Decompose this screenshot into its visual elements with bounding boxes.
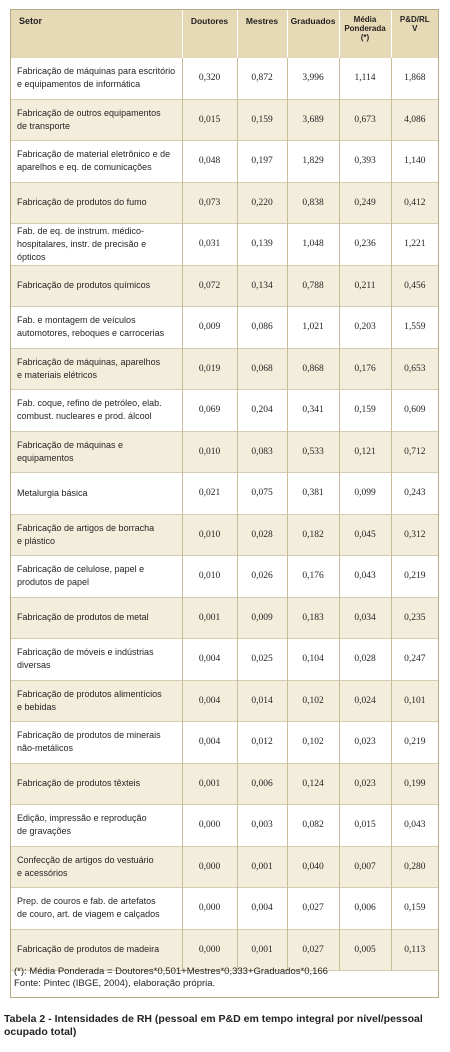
- cell-graduados: 0,102: [287, 680, 339, 722]
- header-media-line1: Média: [353, 15, 377, 24]
- cell-pdrl: 0,247: [391, 639, 438, 681]
- cell-pdrl: 1,559: [391, 307, 438, 349]
- cell-mestres: 0,204: [237, 390, 287, 432]
- cell-setor: [11, 888, 182, 930]
- table-row: [11, 182, 438, 224]
- cell-doutores: 0,001: [182, 763, 237, 805]
- cell-pdrl: 0,280: [391, 846, 438, 888]
- cell-doutores: 0,004: [182, 680, 237, 722]
- cell-doutores: 0,048: [182, 141, 237, 183]
- setor-line2: não-metálicos: [17, 743, 74, 754]
- cell-doutores: 0,019: [182, 348, 237, 390]
- cell-setor: [11, 182, 182, 224]
- cell-setor: [11, 99, 182, 141]
- cell-pdrl: 0,243: [391, 473, 438, 515]
- cell-mestres: 0,004: [237, 888, 287, 930]
- cell-doutores: 0,004: [182, 639, 237, 681]
- header-media-line2: Ponderada: [344, 24, 386, 33]
- cell-graduados: 0,182: [287, 514, 339, 556]
- setor-line1: Metalurgia básica: [17, 487, 88, 498]
- cell-mestres: 0,001: [237, 929, 287, 971]
- setor-line1: Fabricação de produtos do fumo: [17, 197, 147, 208]
- table-row: [11, 58, 438, 99]
- cell-mestres: 0,086: [237, 307, 287, 349]
- cell-doutores: 0,015: [182, 99, 237, 141]
- cell-graduados: 3,689: [287, 99, 339, 141]
- setor-line1: Fabricação de produtos de madeira: [17, 944, 160, 955]
- cell-media: 0,005: [339, 929, 391, 971]
- cell-graduados: 0,868: [287, 348, 339, 390]
- cell-media: 0,015: [339, 805, 391, 847]
- cell-doutores: 0,021: [182, 473, 237, 515]
- table-row: [11, 888, 438, 930]
- cell-mestres: 0,872: [237, 58, 287, 99]
- setor-line1: Fabricação de produtos químicos: [17, 280, 151, 291]
- cell-graduados: 0,183: [287, 597, 339, 639]
- header-row: [11, 10, 438, 58]
- cell-setor: [11, 431, 182, 473]
- table-caption: [4, 1013, 444, 1039]
- cell-setor: [11, 722, 182, 764]
- cell-doutores: 0,001: [182, 597, 237, 639]
- cell-pdrl: 1,868: [391, 58, 438, 99]
- setor-line2: combust. nucleares e prod. álcool: [17, 411, 152, 422]
- setor-line1: Fabricação de móveis e indústrias: [17, 647, 154, 658]
- cell-doutores: 0,010: [182, 431, 237, 473]
- header-pdrl: [391, 10, 438, 58]
- header-media-ponderada: [339, 10, 391, 58]
- cell-setor: [11, 597, 182, 639]
- cell-doutores: 0,010: [182, 514, 237, 556]
- cell-pdrl: 0,219: [391, 722, 438, 764]
- table-row: [11, 514, 438, 556]
- setor-line1: Fab. e montagem de veículos: [17, 315, 136, 326]
- rh-intensity-table: [11, 10, 438, 971]
- cell-setor: [11, 348, 182, 390]
- cell-mestres: 0,068: [237, 348, 287, 390]
- table-row: [11, 307, 438, 349]
- cell-mestres: 0,134: [237, 265, 287, 307]
- setor-line2: diversas: [17, 660, 51, 671]
- cell-doutores: 0,072: [182, 265, 237, 307]
- cell-mestres: 0,220: [237, 182, 287, 224]
- cell-setor: [11, 514, 182, 556]
- cell-pdrl: 0,712: [391, 431, 438, 473]
- setor-line1: Fabricação de outros equipamentos: [17, 107, 161, 118]
- cell-setor: [11, 58, 182, 99]
- cell-mestres: 0,025: [237, 639, 287, 681]
- cell-doutores: 0,000: [182, 846, 237, 888]
- cell-doutores: 0,009: [182, 307, 237, 349]
- cell-pdrl: 0,609: [391, 390, 438, 432]
- cell-media: 0,249: [339, 182, 391, 224]
- cell-mestres: 0,028: [237, 514, 287, 556]
- cell-graduados: 0,124: [287, 763, 339, 805]
- cell-mestres: 0,012: [237, 722, 287, 764]
- cell-media: 0,023: [339, 722, 391, 764]
- cell-pdrl: 0,412: [391, 182, 438, 224]
- header-graduados: Graduados: [287, 10, 339, 58]
- cell-setor: [11, 639, 182, 681]
- setor-line1: Fab. coque, refino de petróleo, elab.: [17, 398, 162, 409]
- cell-media: 0,006: [339, 888, 391, 930]
- setor-line1: Prep. de couros e fab. de artefatos: [17, 896, 156, 907]
- cell-pdrl: 0,199: [391, 763, 438, 805]
- table-row: [11, 846, 438, 888]
- setor-line2: aparelhos e eq. de comunicações: [17, 162, 152, 173]
- cell-doutores: 0,320: [182, 58, 237, 99]
- cell-doutores: 0,000: [182, 888, 237, 930]
- setor-line1: Fabricação de máquinas e: [17, 439, 124, 450]
- cell-doutores: 0,004: [182, 722, 237, 764]
- cell-mestres: 0,006: [237, 763, 287, 805]
- setor-line2: de couro, art. de viagem e calçados: [17, 909, 160, 920]
- table-row: [11, 265, 438, 307]
- table-note: [14, 966, 434, 990]
- cell-doutores: 0,069: [182, 390, 237, 432]
- setor-line1: Fabricação de produtos de minerais: [17, 730, 161, 741]
- source-note: Fonte: Pintec (IBGE, 2004), elaboração própria.: [14, 978, 216, 989]
- cell-graduados: 0,027: [287, 929, 339, 971]
- setor-line1: Fabricação de material eletrônico e de: [17, 149, 171, 160]
- cell-media: 0,028: [339, 639, 391, 681]
- cell-graduados: 0,533: [287, 431, 339, 473]
- table-row: [11, 431, 438, 473]
- cell-setor: [11, 390, 182, 432]
- cell-media: 0,121: [339, 431, 391, 473]
- cell-media: 0,023: [339, 763, 391, 805]
- cell-graduados: 0,040: [287, 846, 339, 888]
- setor-line2: automotores, reboques e carrocerias: [17, 328, 165, 339]
- cell-media: 0,024: [339, 680, 391, 722]
- cell-mestres: 0,001: [237, 846, 287, 888]
- cell-setor: [11, 763, 182, 805]
- table-row: [11, 99, 438, 141]
- setor-line1: Fabricação de celulose, papel e: [17, 564, 145, 575]
- cell-pdrl: 0,653: [391, 348, 438, 390]
- cell-pdrl: 0,456: [391, 265, 438, 307]
- header-doutores: Doutores: [182, 10, 237, 58]
- cell-graduados: 0,176: [287, 556, 339, 598]
- cell-setor: [11, 680, 182, 722]
- cell-graduados: 0,102: [287, 722, 339, 764]
- cell-pdrl: 1,140: [391, 141, 438, 183]
- cell-media: 0,099: [339, 473, 391, 515]
- table-frame: [10, 9, 439, 998]
- setor-line2: e materiais elétricos: [17, 369, 98, 380]
- setor-line2: e acessórios: [17, 867, 68, 878]
- cell-doutores: 0,000: [182, 929, 237, 971]
- cell-mestres: 0,139: [237, 224, 287, 266]
- setor-line2: equipamentos: [17, 452, 74, 463]
- header-media-line3: (*): [360, 33, 370, 42]
- setor-line1: Confecção de artigos do vestuário: [17, 854, 154, 865]
- cell-pdrl: 0,219: [391, 556, 438, 598]
- table-row: [11, 141, 438, 183]
- cell-doutores: 0,010: [182, 556, 237, 598]
- cell-graduados: 1,021: [287, 307, 339, 349]
- cell-pdrl: 0,113: [391, 929, 438, 971]
- setor-line1: Fabricação de máquinas, aparelhos: [17, 356, 161, 367]
- cell-setor: [11, 929, 182, 971]
- cell-setor: [11, 473, 182, 515]
- cell-setor: [11, 224, 182, 266]
- table-row: [11, 224, 438, 266]
- cell-setor: [11, 307, 182, 349]
- cell-media: 0,159: [339, 390, 391, 432]
- cell-media: 0,673: [339, 99, 391, 141]
- cell-graduados: 1,048: [287, 224, 339, 266]
- cell-graduados: 1,829: [287, 141, 339, 183]
- table-row: [11, 722, 438, 764]
- cell-media: 0,045: [339, 514, 391, 556]
- cell-doutores: 0,073: [182, 182, 237, 224]
- cell-pdrl: 1,221: [391, 224, 438, 266]
- setor-line2: de gravações: [17, 826, 72, 837]
- cell-mestres: 0,075: [237, 473, 287, 515]
- table-row: [11, 639, 438, 681]
- setor-line1: Edição, impressão e reprodução: [17, 813, 147, 824]
- setor-line2: e plástico: [17, 535, 56, 546]
- cell-media: 0,034: [339, 597, 391, 639]
- cell-mestres: 0,014: [237, 680, 287, 722]
- setor-line1: Fab. de eq. de instrum. médico-: [17, 225, 145, 236]
- header-pdrl-line1: P&D/RL: [399, 15, 430, 24]
- table-row: [11, 597, 438, 639]
- header-pdrl-line2: V: [412, 24, 418, 33]
- cell-media: 1,114: [339, 58, 391, 99]
- header-setor: Setor: [11, 10, 182, 58]
- cell-media: 0,393: [339, 141, 391, 183]
- cell-mestres: 0,197: [237, 141, 287, 183]
- cell-graduados: 0,082: [287, 805, 339, 847]
- cell-media: 0,176: [339, 348, 391, 390]
- setor-line2: de transporte: [17, 120, 71, 131]
- cell-pdrl: 4,086: [391, 99, 438, 141]
- cell-graduados: 3,996: [287, 58, 339, 99]
- table-row: [11, 805, 438, 847]
- setor-line2: produtos de papel: [17, 577, 90, 588]
- cell-media: 0,203: [339, 307, 391, 349]
- table-row: [11, 763, 438, 805]
- cell-media: 0,007: [339, 846, 391, 888]
- setor-line1: Fabricação de produtos de metal: [17, 612, 149, 623]
- cell-pdrl: 0,312: [391, 514, 438, 556]
- cell-setor: [11, 556, 182, 598]
- caption-line1: Tabela 2 - Intensidades de RH (pessoal em P&D em tempo integral por nível/pessoal: [4, 1013, 423, 1025]
- cell-mestres: 0,159: [237, 99, 287, 141]
- setor-line2: e bebidas: [17, 701, 57, 712]
- cell-setor: [11, 846, 182, 888]
- cell-media: 0,211: [339, 265, 391, 307]
- table-body: [11, 58, 438, 971]
- caption-line2: ocupado total): [4, 1026, 77, 1038]
- cell-doutores: 0,000: [182, 805, 237, 847]
- cell-pdrl: 0,159: [391, 888, 438, 930]
- header-mestres: Mestres: [237, 10, 287, 58]
- setor-line1: Fabricação de máquinas para escritório: [17, 66, 176, 77]
- cell-graduados: 0,838: [287, 182, 339, 224]
- cell-mestres: 0,003: [237, 805, 287, 847]
- cell-pdrl: 0,043: [391, 805, 438, 847]
- cell-media: 0,043: [339, 556, 391, 598]
- cell-setor: [11, 805, 182, 847]
- table-row: [11, 556, 438, 598]
- cell-pdrl: 0,101: [391, 680, 438, 722]
- cell-graduados: 0,104: [287, 639, 339, 681]
- cell-graduados: 0,788: [287, 265, 339, 307]
- table-row: [11, 390, 438, 432]
- cell-graduados: 0,027: [287, 888, 339, 930]
- table-row: [11, 680, 438, 722]
- cell-graduados: 0,381: [287, 473, 339, 515]
- table-row: [11, 473, 438, 515]
- formula-note: (*): Média Ponderada = Doutores*0,501+Mestres*0,333+Graduados*0,166: [14, 966, 328, 977]
- cell-setor: [11, 141, 182, 183]
- cell-graduados: 0,341: [287, 390, 339, 432]
- setor-line2: hospitalares, instr. de precisão e ópticos: [17, 238, 147, 262]
- setor-line2: e equipamentos de informática: [17, 79, 141, 90]
- cell-mestres: 0,026: [237, 556, 287, 598]
- setor-line1: Fabricação de artigos de borracha: [17, 522, 155, 533]
- cell-doutores: 0,031: [182, 224, 237, 266]
- cell-setor: [11, 265, 182, 307]
- cell-media: 0,236: [339, 224, 391, 266]
- table-row: [11, 929, 438, 971]
- table-row: [11, 348, 438, 390]
- cell-mestres: 0,083: [237, 431, 287, 473]
- cell-mestres: 0,009: [237, 597, 287, 639]
- cell-pdrl: 0,235: [391, 597, 438, 639]
- setor-line1: Fabricação de produtos alimentícios: [17, 688, 162, 699]
- setor-line1: Fabricação de produtos têxteis: [17, 778, 141, 789]
